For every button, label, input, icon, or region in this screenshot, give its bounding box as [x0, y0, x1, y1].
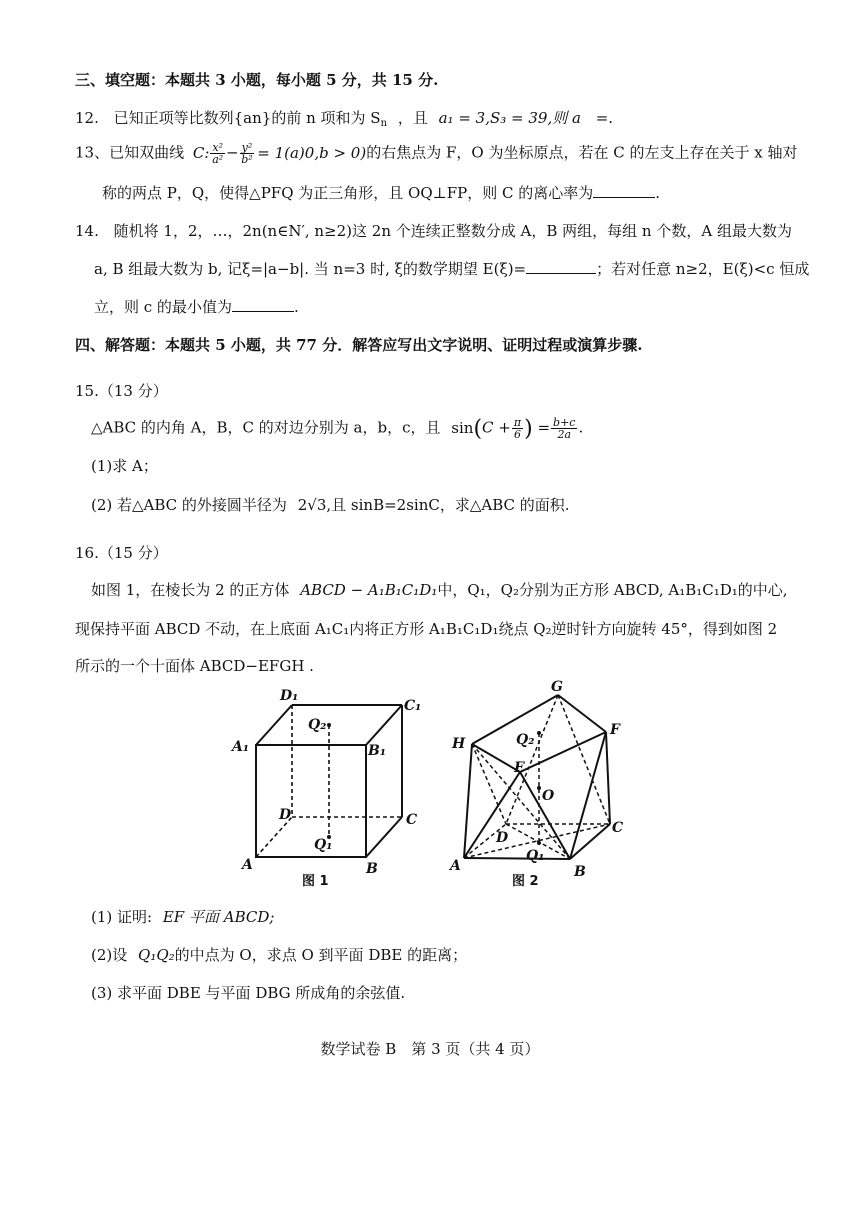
q16-para2: 现保持平面 ABCD 不动，在上底面 A₁C₁内将正方形 A₁B₁C₁D₁绕点 Q₂逆时针方向旋转 45°，得到如图 2 — [75, 620, 778, 638]
label-Q1: Q₁ — [526, 848, 545, 864]
q12-math: a₁ = 3,S₃ = 39,则 a — [438, 109, 581, 127]
q13-curve: C: — [192, 143, 210, 162]
q14-line1: 随机将 1，2，…，2n(n∈N′, n≥2)这 2n 个连续正整数分成 A，B 两组，每组 n 个数，A 组最大数为 — [113, 222, 792, 240]
label-A: A — [242, 857, 253, 873]
q14-line2: a, B 组最大数为 b, 记ξ=|a−b|. 当 n=3 时, ξ的数学期望 E(ξ)= ；若对任意 n≥2，E(ξ)<c 恒成 — [94, 260, 810, 278]
label-B1: B₁ — [368, 743, 386, 759]
figure-1-caption: 图 1 — [302, 874, 329, 889]
q16-part2: (2)设 Q₁Q₂的中点为 O，求点 O 到平面 DBE 的距离； — [91, 946, 468, 964]
q14-answer-blank-2[interactable] — [232, 297, 294, 312]
q13-line2: 称的两点 P，Q，使得△PFQ 为正三角形，且 OQ⊥FP，则 C 的离心率为 . — [102, 184, 661, 202]
q13-eq-tail: = 1(a)0,b > 0) — [257, 143, 367, 162]
q13-minus: − — [226, 143, 239, 162]
label-Q1: Q₁ — [314, 837, 333, 853]
label-O: O — [542, 788, 555, 804]
label-C: C — [406, 812, 418, 828]
q16-header: 16.（15 分） — [75, 544, 168, 562]
label-G: G — [551, 679, 563, 695]
label-A: A — [450, 858, 461, 874]
q13-number: 13、 — [75, 143, 110, 162]
figure-2-decahedron — [446, 676, 636, 890]
cube-front-face — [256, 745, 366, 857]
q12-text-b: ，且 — [397, 109, 428, 127]
q13-frac-x: $\frac{\text{x²}}{\text{a²}}$ — [212, 141, 224, 166]
label-H: H — [452, 736, 466, 752]
q16-para1: 如图 1，在棱长为 2 的正方体 ABCD − A₁B₁C₁D₁中，Q₁，Q₂分别为正方形 ABCD, A₁B₁C₁D₁的中心, — [91, 581, 788, 599]
q13-frac-y: $\frac{\text{y²}}{\text{b²}}$ — [241, 141, 253, 166]
q15-part2: (2) 若△ABC 的外接圆半径为 2√3,且 sinB=2sinC，求△ABC 的面积. — [91, 496, 570, 514]
page-footer: 数学试卷 B 第 3 页（共 4 页） — [320, 1040, 540, 1058]
q16-part1: (1) 证明: EF 平面 ABCD; — [91, 908, 275, 926]
q16-part3: (3) 求平面 DBE 与平面 DBG 所成角的余弦值. — [91, 984, 406, 1002]
label-E: E — [514, 760, 525, 776]
label-F: F — [610, 722, 620, 738]
label-B: B — [574, 864, 586, 880]
label-C1: C₁ — [404, 698, 422, 714]
q16-part1-math: EF 平面 ABCD; — [162, 908, 275, 926]
q13-text-a: 已知双曲线 — [109, 143, 185, 162]
question-13 — [75, 142, 797, 165]
q12-eq: =. — [595, 109, 614, 127]
q12-sub-n: n — [380, 118, 388, 129]
q14-number: 14. — [75, 222, 99, 240]
question-14 — [75, 221, 792, 241]
q12-number: 12. — [75, 109, 99, 127]
section3-heading: 三、填空题：本题共 3 小题，每小题 5 分，共 15 分. — [75, 71, 439, 89]
q15-radius: 2√3, — [297, 496, 332, 514]
q13-text-b: 的右焦点为 F，O 为坐标原点，若在 C 的左支上存在关于 x 轴对 — [366, 143, 798, 162]
q16-cube: ABCD − A₁B₁C₁D₁ — [300, 581, 438, 599]
label-D: D — [279, 807, 292, 823]
q15-frac-rhs: $\frac{b+c}{2a}$ — [553, 416, 576, 441]
q15-part1: (1)求 A； — [91, 457, 158, 475]
q15-stem: △ABC 的内角 A，B，C 的对边分别为 a，b，c，且 sin(C + $\frac{\pi}{6}$ ) = $\frac{b+c}{2a}$ . — [91, 416, 584, 442]
label-Q2: Q₂ — [308, 717, 327, 733]
figure-1-cube — [226, 683, 426, 893]
q13-answer-blank[interactable] — [593, 183, 655, 198]
label-Q2: Q₂ — [516, 732, 535, 748]
q12-text-a: 已知正项等比数列{an}的前 n 项和为 S — [113, 109, 381, 127]
label-D: D — [496, 830, 509, 846]
label-A1: A₁ — [232, 739, 249, 755]
section4-heading: 四、解答题：本题共 5 小题，共 77 分．解答应写出文字说明、证明过程或演算步骤. — [75, 336, 643, 354]
q14-line3: 立，则 c 的最小值为 . — [94, 298, 299, 316]
label-B: B — [366, 861, 378, 877]
q16-part2-math: Q₁Q₂ — [138, 946, 175, 964]
q15-sin: sin — [451, 418, 474, 437]
q14-answer-blank-1[interactable] — [526, 259, 596, 274]
q15-frac-pi: $\frac{\pi}{6}$ — [513, 416, 522, 441]
label-C: C — [612, 820, 624, 836]
q15-arg: C + — [482, 418, 511, 437]
q15-header: 15.（13 分） — [75, 382, 168, 400]
figure-2-caption: 图 2 — [512, 874, 539, 889]
q16-para3: 所示的一个十面体 ABCD−EFGH . — [75, 657, 314, 675]
label-D1: D₁ — [280, 688, 299, 704]
question-12 — [75, 108, 613, 134]
q15-eq: = — [537, 418, 551, 437]
